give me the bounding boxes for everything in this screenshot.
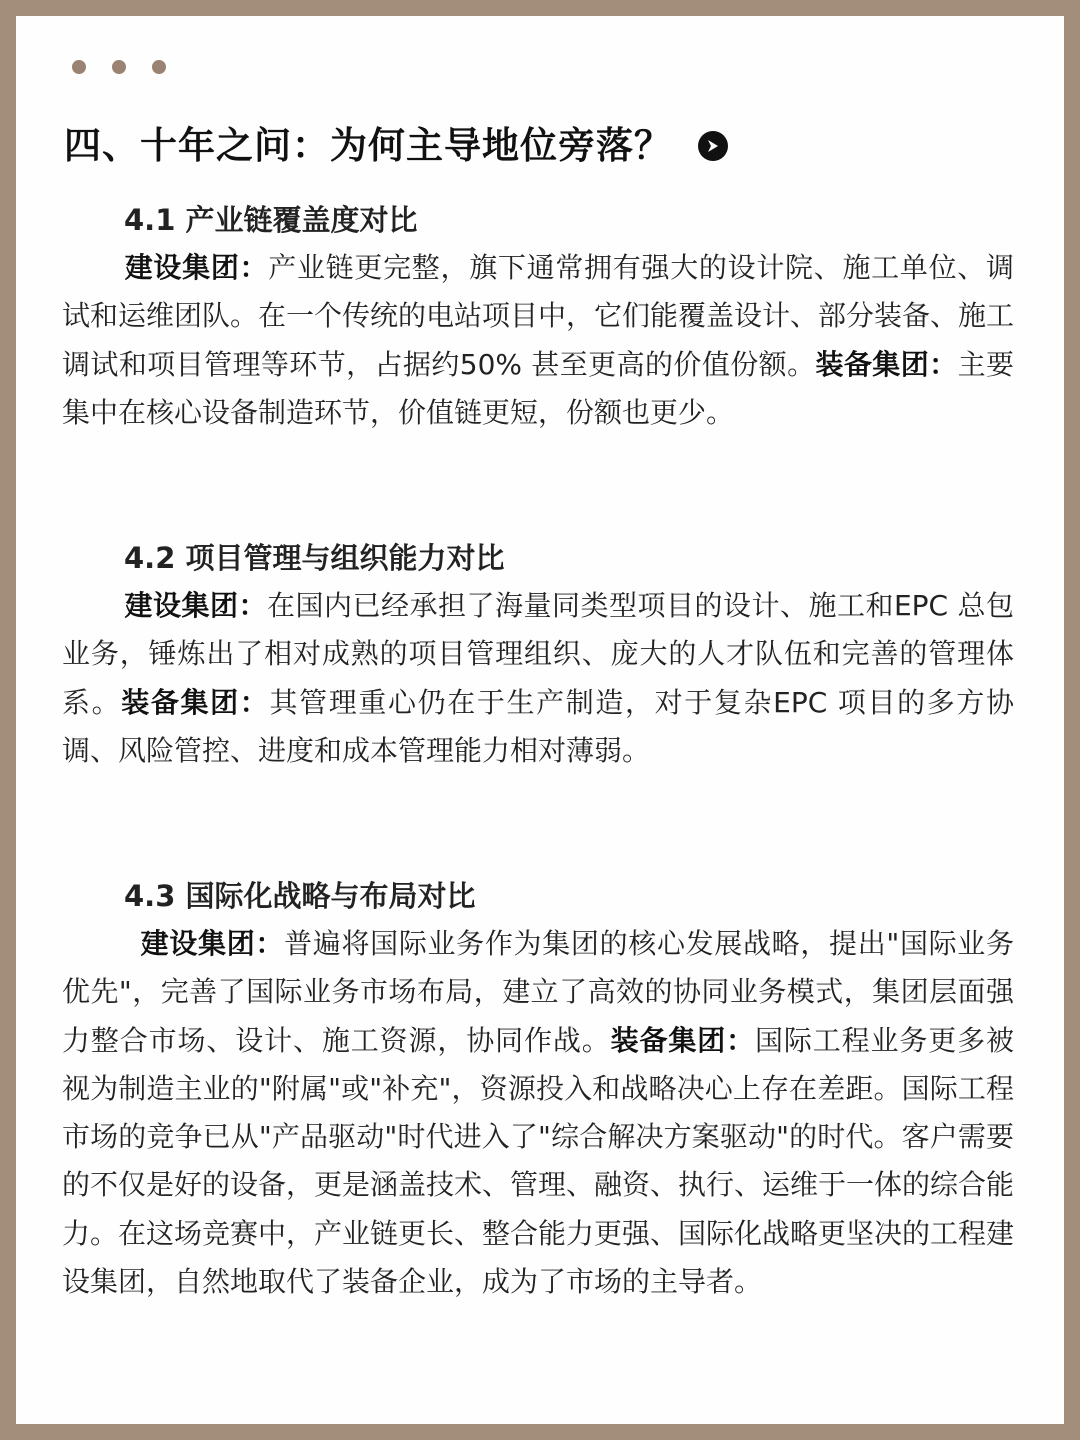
- dot-icon: [112, 60, 126, 74]
- lead-label: 建设集团：: [140, 927, 285, 960]
- lead-label: 建设集团：: [124, 589, 267, 622]
- lead-label: 装备集团：: [610, 1023, 755, 1057]
- paragraph-text: 主要集中在核心设备制造环节，价值链更短，份额也更少。: [62, 347, 1014, 429]
- article-card: [16, 16, 1064, 1424]
- section-paragraph: [62, 582, 1014, 775]
- page-title-row: [62, 116, 728, 176]
- section-4-1: [62, 196, 1014, 437]
- dot-icon: [72, 60, 86, 74]
- play-arrow-icon: [698, 131, 728, 161]
- section-4-2: [62, 534, 1014, 775]
- lead-label: 建设集团：: [124, 251, 269, 284]
- page-title: 四、十年之问：为何主导地位旁落？: [62, 120, 674, 172]
- paragraph-text: 其管理重心仍在于生产制造，对于复杂EPC 项目的多方协调、风险管控、进度和成本管理能力相对薄弱。: [62, 685, 1014, 767]
- dot-icon: [152, 60, 166, 74]
- section-paragraph: [62, 920, 1014, 1306]
- lead-label: 装备集团：: [121, 685, 270, 719]
- paragraph-text: 国际工程业务更多被视为制造主业的"附属"或"补充"，资源投入和战略决心上存在差距。国际工程市场的竞争已从"产品驱动"时代进入了"综合解决方案驱动"的时代。客户需要的不仅是好的设备，更是涵盖技术、管理、融资、执行、运维于一体的综合能力。在这场竞赛中，产业链更长、整合能力更强、国际化战略更坚决的工程建设集团，自然地取代了装备企业，成为了市场的主导者。: [62, 1023, 1015, 1299]
- lead-label: 装备集团：: [815, 347, 958, 381]
- paragraph-text: 普遍将国际业务作为集团的核心发展战略，提出"国际业务优先"，完善了国际业务市场布局，建立了高效的协同业务模式，集团层面强力整合市场、设计、施工资源，协同作战。: [62, 927, 1014, 1057]
- window-dots: [72, 60, 166, 80]
- section-title: 4.1 产业链覆盖度对比: [124, 203, 418, 237]
- section-4-3: [62, 872, 1014, 1306]
- section-title: 4.2 项目管理与组织能力对比: [124, 541, 505, 575]
- paragraph-text: 在国内已经承担了海量同类型项目的设计、施工和EPC 总包业务，锤炼出了相对成熟的项目管理组织、庞大的人才队伍和完善的管理体系。: [62, 589, 1014, 719]
- section-title: 4.3 国际化战略与布局对比: [124, 879, 476, 913]
- section-paragraph: [62, 244, 1014, 437]
- paragraph-text: 产业链更完整，旗下通常拥有强大的设计院、施工单位、调试和运维团队。在一个传统的电站项目中，它们能覆盖设计、部分装备、施工调试和项目管理等环节，占据约50% 甚至更高的价值份额。: [62, 251, 1015, 381]
